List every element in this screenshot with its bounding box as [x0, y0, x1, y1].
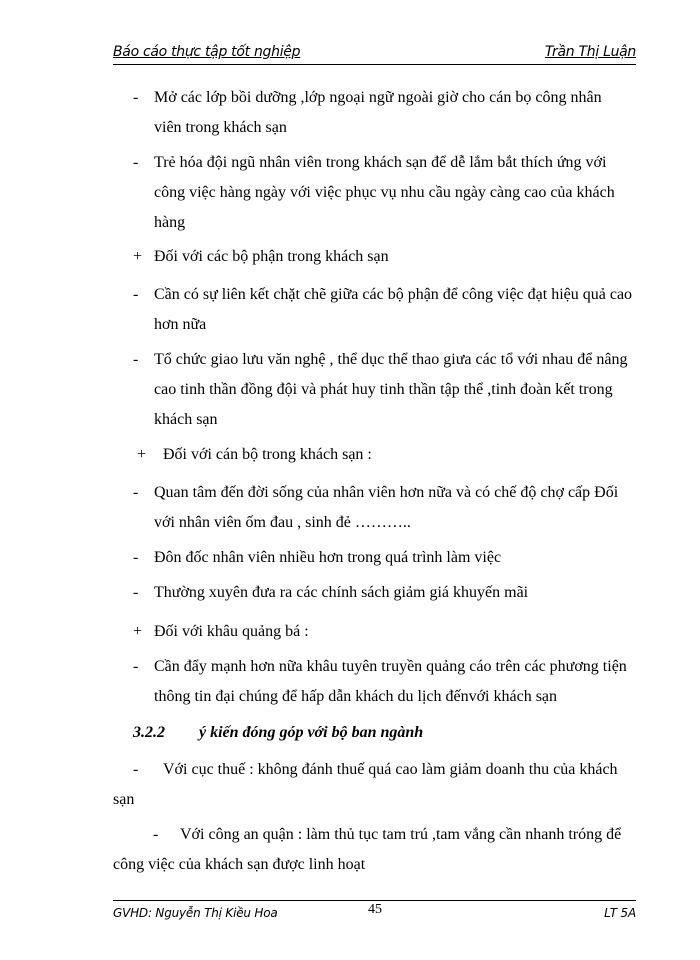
header-author: Trần Thị Luận — [544, 44, 636, 60]
list-marker: - — [133, 89, 139, 106]
header-report-title: Báo cáo thực tập tốt nghiệp — [113, 44, 301, 60]
list-item-line: hơn nữa — [154, 316, 207, 333]
list-item-line: thông tin đại chúng để hấp dẫn khách du lịch đếnvới khách sạn — [154, 688, 558, 705]
footer-class: LT 5A — [604, 906, 636, 920]
list-item-line: cao tinh thần đồng đội và phát huy tinh thần tập thể ,tinh đoàn kết trong — [154, 381, 613, 398]
list-item-line: công việc của khách sạn được linh hoạt — [113, 856, 366, 873]
list-item-line: Đôn đốc nhân viên nhiều hơn trong quá trình làm việc — [154, 549, 502, 566]
list-item-line: Tổ chức giao lưu văn nghệ , thể dục thể thao giưa các tổ với nhau để nâng — [154, 351, 628, 368]
list-marker: + — [137, 446, 147, 463]
list-item-line: Quan tâm đến đời sống của nhân viên hơn nữa và có chế độ chợ cấp Đối — [154, 484, 619, 501]
list-item-line: công việc hàng ngày với việc phục vụ nhu cầu ngày càng cao của khách — [154, 184, 615, 201]
section-heading — [133, 718, 423, 748]
list-marker: - — [133, 549, 139, 566]
list-item-line: Thường xuyên đưa ra các chính sách giảm giá khuyến mãi — [154, 584, 529, 601]
list-marker: + — [133, 623, 143, 640]
list-marker: - — [133, 154, 139, 171]
list-item-line: Trẻ hóa đội ngũ nhân viên trong khách sạn để dễ lắm bắt thích ứng với — [154, 154, 607, 171]
list-item-line: hàng — [154, 214, 186, 231]
list-item-line: Đối với cán bộ trong khách sạn : — [163, 446, 372, 463]
list-item-line: Đối với các bộ phận trong khách sạn — [154, 248, 389, 265]
list-item-line: sạn — [113, 791, 135, 808]
list-item-line: Cần có sự liên kết chặt chẽ giữa các bộ phận để công việc đạt hiệu quả cao — [154, 286, 633, 303]
footer-rule — [113, 900, 636, 901]
list-item-line: Đối với khâu quảng bá : — [154, 623, 309, 640]
list-item-line: viên trong khách sạn — [154, 119, 287, 136]
page-header — [113, 44, 636, 64]
list-marker: + — [133, 248, 143, 265]
list-marker: - — [133, 351, 139, 368]
list-item-line: khách sạn — [154, 411, 218, 428]
list-item-line: Với công an quận : làm thủ tục tam trú ,tam vắng cần nhanh tróng để — [180, 826, 622, 843]
list-marker: - — [133, 761, 139, 778]
list-item-line: với nhân viên ốm đau , sinh đẻ ……….. — [154, 514, 411, 531]
section-title: ý kiến đóng góp với bộ ban ngành — [199, 724, 424, 741]
footer-supervisor: GVHD: Nguyễn Thị Kiều Hoa — [113, 906, 278, 920]
list-marker: - — [133, 584, 139, 601]
section-number: 3.2.2 — [133, 724, 165, 741]
list-item-line: Mở các lớp bồi dưỡng ,lớp ngoại ngữ ngoài giờ cho cán bọ công nhân — [154, 89, 602, 106]
list-marker: - — [133, 286, 139, 303]
list-item-line: Với cục thuế : không đánh thuế quá cao làm giảm doanh thu của khách — [163, 761, 618, 778]
list-marker: - — [153, 826, 159, 843]
page-footer — [113, 902, 636, 924]
list-marker: - — [133, 658, 139, 675]
list-item-line: Cần đẩy mạnh hơn nữa khâu tuyên truyền quảng cáo trên các phương tiện — [154, 658, 627, 675]
page-number: 45 — [368, 902, 382, 917]
header-rule — [113, 64, 636, 65]
list-marker: - — [133, 484, 139, 501]
